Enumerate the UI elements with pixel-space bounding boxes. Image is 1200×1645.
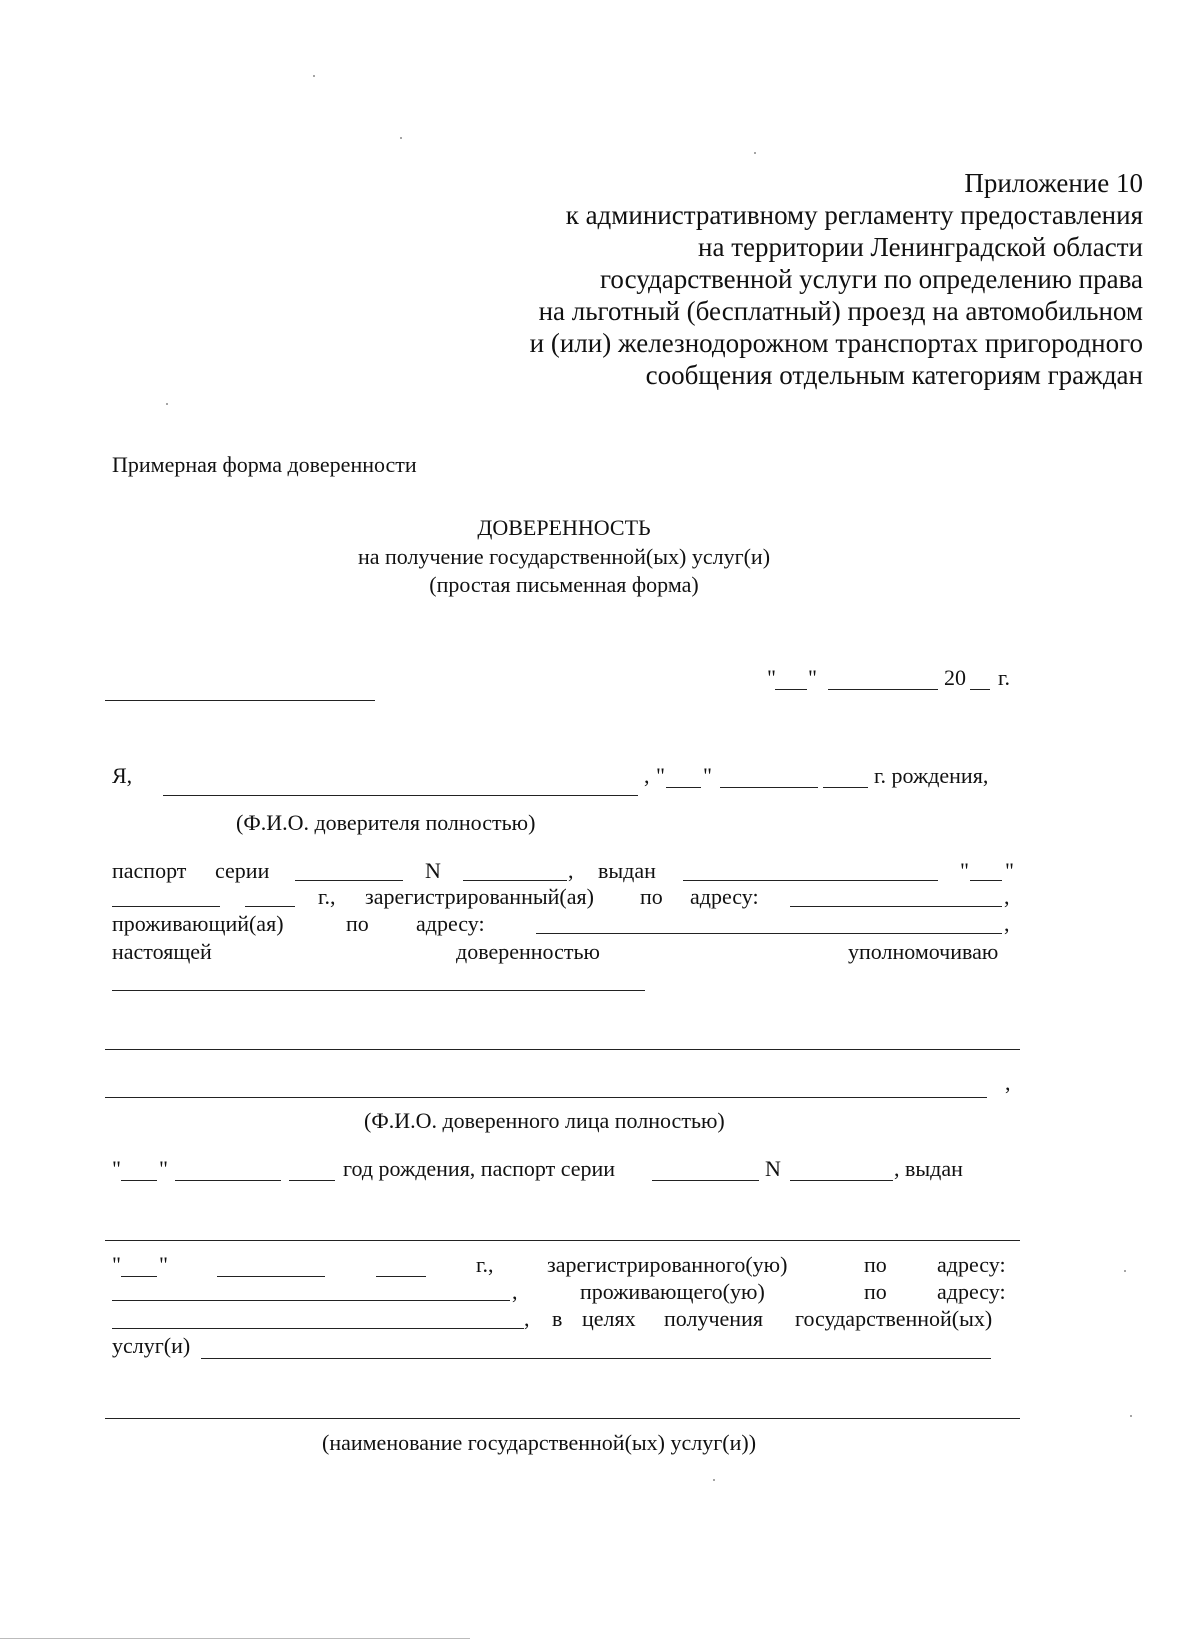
registered-word: зарегистрированный(ая): [365, 884, 594, 909]
agent-living-po: по: [864, 1279, 887, 1304]
passport-issued-word: выдан: [598, 858, 656, 883]
appendix-line-2: на территории Ленинградской области: [698, 232, 1143, 262]
scan-speck: [166, 403, 168, 405]
living-po-word: по: [346, 911, 369, 936]
purpose-service: государственной(ых): [795, 1306, 993, 1331]
date-year-suffix: г.: [998, 665, 1011, 690]
agent-living-word: проживающего(ую): [580, 1279, 765, 1304]
agent-birth-day-blank[interactable]: [121, 1180, 157, 1181]
agent-registered-comma: ,: [512, 1279, 518, 1304]
appendix-line-6: сообщения отдельным категориям граждан: [645, 360, 1143, 390]
living-word: проживающий(ая): [112, 911, 284, 936]
agent-passport-number-blank[interactable]: [790, 1180, 893, 1181]
appendix-line-1: к административному регламенту предоставления: [565, 200, 1143, 230]
agent-name-blank-2[interactable]: [105, 1049, 1020, 1050]
principal-birth-label: г. рождения,: [874, 763, 989, 788]
services-blank-1[interactable]: [201, 1358, 991, 1359]
passport-quote-open: ": [960, 858, 969, 883]
agent-trailing-comma: ,: [1005, 1070, 1011, 1095]
purpose-goals: целях: [582, 1306, 636, 1331]
passport-number-sign: N: [425, 858, 441, 883]
date-month-blank[interactable]: [828, 689, 938, 690]
principal-name-blank[interactable]: [163, 795, 638, 796]
document-subtitle: на получение государственной(ых) услуг(и): [357, 544, 771, 569]
registered-po-word: по: [640, 884, 663, 909]
agent-name-caption: (Ф.И.О. доверенного лица полностью): [364, 1108, 725, 1133]
principal-quote-open: ": [656, 763, 665, 788]
agent-number-sign: N: [765, 1156, 781, 1181]
this-word: настоящей: [112, 939, 212, 964]
purpose-obtain: получения: [664, 1306, 763, 1331]
agent-living-address-blank[interactable]: [112, 1328, 524, 1329]
principal-birth-day-blank[interactable]: [666, 787, 701, 788]
form-label: Примерная форма доверенности: [112, 452, 417, 477]
living-address-word: адресу:: [416, 911, 485, 936]
agent-name-blank-1[interactable]: [112, 990, 645, 991]
principal-name-caption: (Ф.И.О. доверителя полностью): [236, 810, 536, 835]
agent-registered-po: по: [864, 1252, 887, 1277]
agent-registered-address-word: адресу:: [937, 1252, 1006, 1277]
agent-issued-by-blank[interactable]: [105, 1240, 1020, 1241]
principal-i-label: Я,: [112, 763, 133, 788]
passport-series-word: серии: [215, 858, 270, 883]
passport-word: паспорт: [112, 858, 187, 883]
principal-birth-year-blank[interactable]: [823, 787, 868, 788]
scan-edge-line: [0, 1638, 470, 1639]
power-word: доверенностью: [456, 939, 600, 964]
principal-comma: ,: [644, 763, 650, 788]
passport-issue-day-blank[interactable]: [970, 880, 1002, 881]
passport-year-suffix: г.,: [318, 884, 336, 909]
services-blank-2[interactable]: [105, 1418, 1020, 1419]
agent-quote-close: ": [159, 1156, 168, 1181]
authorize-word: уполномочиваю: [848, 939, 999, 964]
date-day-blank[interactable]: [775, 689, 807, 690]
living-address-blank[interactable]: [536, 933, 1002, 934]
scan-speck: [1130, 1415, 1132, 1417]
passport-issue-month-blank[interactable]: [112, 906, 220, 907]
passport-issued-by-blank[interactable]: [683, 880, 938, 881]
agent-name-blank-3[interactable]: [105, 1097, 987, 1098]
agent-issued: , выдан: [894, 1156, 963, 1181]
document-title: ДОВЕРЕННОСТЬ: [477, 515, 651, 540]
scan-speck: [313, 75, 315, 77]
passport-number-blank[interactable]: [463, 880, 567, 881]
scan-speck: [754, 152, 756, 154]
agent-issue-quote-open: ": [112, 1252, 121, 1277]
agent-quote-open: ": [112, 1156, 121, 1181]
appendix-title: Приложение 10: [964, 168, 1143, 198]
appendix-line-5: и (или) железнодорожном транспортах пригородного: [529, 328, 1143, 358]
date-year-blank[interactable]: [970, 689, 990, 690]
services-caption: (наименование государственной(ых) услуг(и)): [322, 1430, 757, 1455]
agent-year-suffix: г.,: [476, 1252, 494, 1277]
agent-birth-label: год рождения, паспорт серии: [343, 1156, 616, 1181]
agent-issue-year-blank[interactable]: [376, 1276, 426, 1277]
agent-living-address-word: адресу:: [937, 1279, 1006, 1304]
agent-registered-address-blank[interactable]: [112, 1300, 510, 1301]
passport-issue-year-blank[interactable]: [245, 906, 295, 907]
appendix-line-4: на льготный (бесплатный) проезд на автомобильном: [538, 296, 1143, 326]
agent-passport-series-blank[interactable]: [652, 1180, 759, 1181]
purpose-comma: ,: [524, 1306, 530, 1331]
registered-address-blank[interactable]: [790, 906, 1002, 907]
living-comma: ,: [1004, 911, 1010, 936]
agent-issue-day-blank[interactable]: [121, 1276, 157, 1277]
document-form-type: (простая письменная форма): [429, 572, 699, 597]
agent-issue-month-blank[interactable]: [217, 1276, 325, 1277]
services-label: услуг(и): [112, 1333, 191, 1358]
principal-quote-close: ": [703, 763, 712, 788]
scan-speck: [713, 1479, 715, 1481]
purpose-v: в: [552, 1306, 563, 1331]
registered-address-word: адресу:: [690, 884, 759, 909]
passport-series-blank[interactable]: [295, 880, 403, 881]
date-quote-close: ": [808, 665, 817, 690]
appendix-line-3: государственной услуги по определению права: [600, 264, 1143, 294]
agent-issue-quote-close: ": [159, 1252, 168, 1277]
passport-quote-close: ": [1005, 858, 1014, 883]
date-quote-open: ": [767, 665, 776, 690]
registered-comma: ,: [1004, 884, 1010, 909]
place-blank[interactable]: [105, 700, 375, 701]
principal-birth-month-blank[interactable]: [720, 787, 818, 788]
scan-speck: [400, 137, 402, 139]
passport-issued-comma: ,: [568, 858, 574, 883]
agent-registered-word: зарегистрированного(ую): [547, 1252, 788, 1277]
agent-birth-month-blank[interactable]: [175, 1180, 281, 1181]
date-year-prefix: 20: [944, 665, 966, 690]
scan-speck: [1124, 1270, 1126, 1272]
agent-birth-year-blank[interactable]: [289, 1180, 335, 1181]
